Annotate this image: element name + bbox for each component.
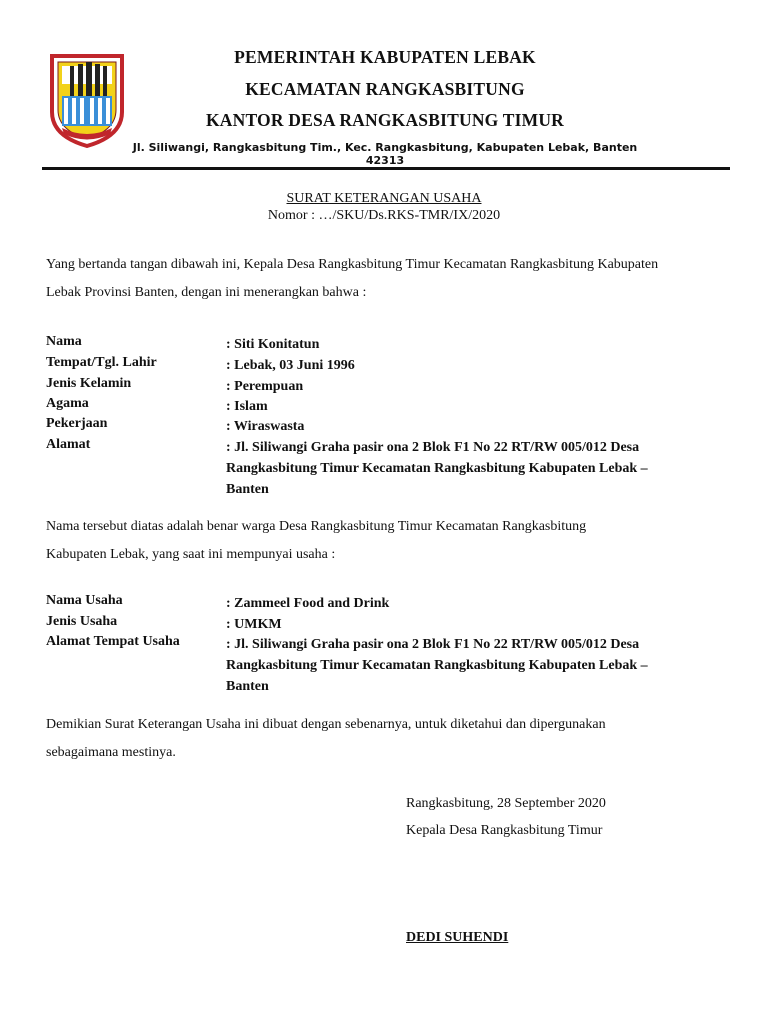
field-label: Alamat <box>46 437 91 452</box>
closing-line: sebagaimana mestinya. <box>46 745 176 760</box>
field-label: Tempat/Tgl. Lahir <box>46 355 157 370</box>
intro-paragraph <box>46 256 726 312</box>
field-label: Jenis Kelamin <box>46 376 132 391</box>
office-address: Jl. Siliwangi, Rangkasbitung Tim., Kec. Rangkasbitung, Kabupaten Lebak, Banten 42313 <box>132 141 638 167</box>
intro-line: Yang bertanda tangan dibawah ini, Kepala Desa Rangkasbitung Timur Kecamatan Rangkasbitung Kabupaten <box>46 257 659 272</box>
field-value: Rangkasbitung Timur Kecamatan Rangkasbitung Kabupaten Lebak – <box>226 461 648 476</box>
field-value: : Islam <box>226 399 268 414</box>
field-value: : Wiraswasta <box>226 419 305 434</box>
closing-line: Demikian Surat Keterangan Usaha ini dibuat dengan sebenarnya, untuk diketahui dan dipergunakan <box>46 717 606 732</box>
field-label: Nama Usaha <box>46 593 123 608</box>
signatory-name: DEDI SUHENDI <box>406 930 509 945</box>
statement-line: Kabupaten Lebak, yang saat ini mempunyai usaha : <box>46 547 336 562</box>
field-label: Agama <box>46 396 89 411</box>
field-value: : Zammeel Food and Drink <box>226 596 390 611</box>
letter-title: SURAT KETERANGAN USAHA <box>286 191 482 206</box>
field-value: Banten <box>226 679 269 694</box>
statement-line: Nama tersebut diatas adalah benar warga Desa Rangkasbitung Timur Kecamatan Rangkasbitung <box>46 519 587 534</box>
field-value: : Siti Konitatun <box>226 337 320 352</box>
field-value: : UMKM <box>226 617 282 632</box>
field-label: Alamat Tempat Usaha <box>46 634 180 649</box>
field-value: Rangkasbitung Timur Kecamatan Rangkasbitung Kabupaten Lebak – <box>226 658 648 673</box>
signature-place-date: Rangkasbitung, 28 September 2020 <box>406 796 606 811</box>
closing-paragraph <box>46 716 726 772</box>
village-office-heading: KANTOR DESA RANGKASBITUNG TIMUR <box>205 110 565 130</box>
letter-number: Nomor : …/SKU/Ds.RKS-TMR/IX/2020 <box>267 208 501 223</box>
field-value: : Lebak, 03 Juni 1996 <box>226 358 355 373</box>
field-value: : Jl. Siliwangi Graha pasir ona 2 Blok F1 No 22 RT/RW 005/012 Desa <box>226 440 640 455</box>
letterhead-divider <box>42 167 730 170</box>
regency-crest-icon <box>48 52 126 148</box>
government-heading: PEMERINTAH KABUPATEN LEBAK <box>234 47 536 67</box>
field-label: Jenis Usaha <box>46 614 118 629</box>
signature-position: Kepala Desa Rangkasbitung Timur <box>406 823 603 838</box>
district-heading: KECAMATAN RANGKASBITUNG <box>245 79 525 99</box>
statement-paragraph <box>46 518 726 574</box>
field-value: Banten <box>226 482 269 497</box>
intro-line: Lebak Provinsi Banten, dengan ini menerangkan bahwa : <box>46 285 367 300</box>
field-value: : Perempuan <box>226 379 304 394</box>
field-label: Nama <box>46 334 82 349</box>
field-value: : Jl. Siliwangi Graha pasir ona 2 Blok F1 No 22 RT/RW 005/012 Desa <box>226 637 640 652</box>
field-label: Pekerjaan <box>46 416 108 431</box>
